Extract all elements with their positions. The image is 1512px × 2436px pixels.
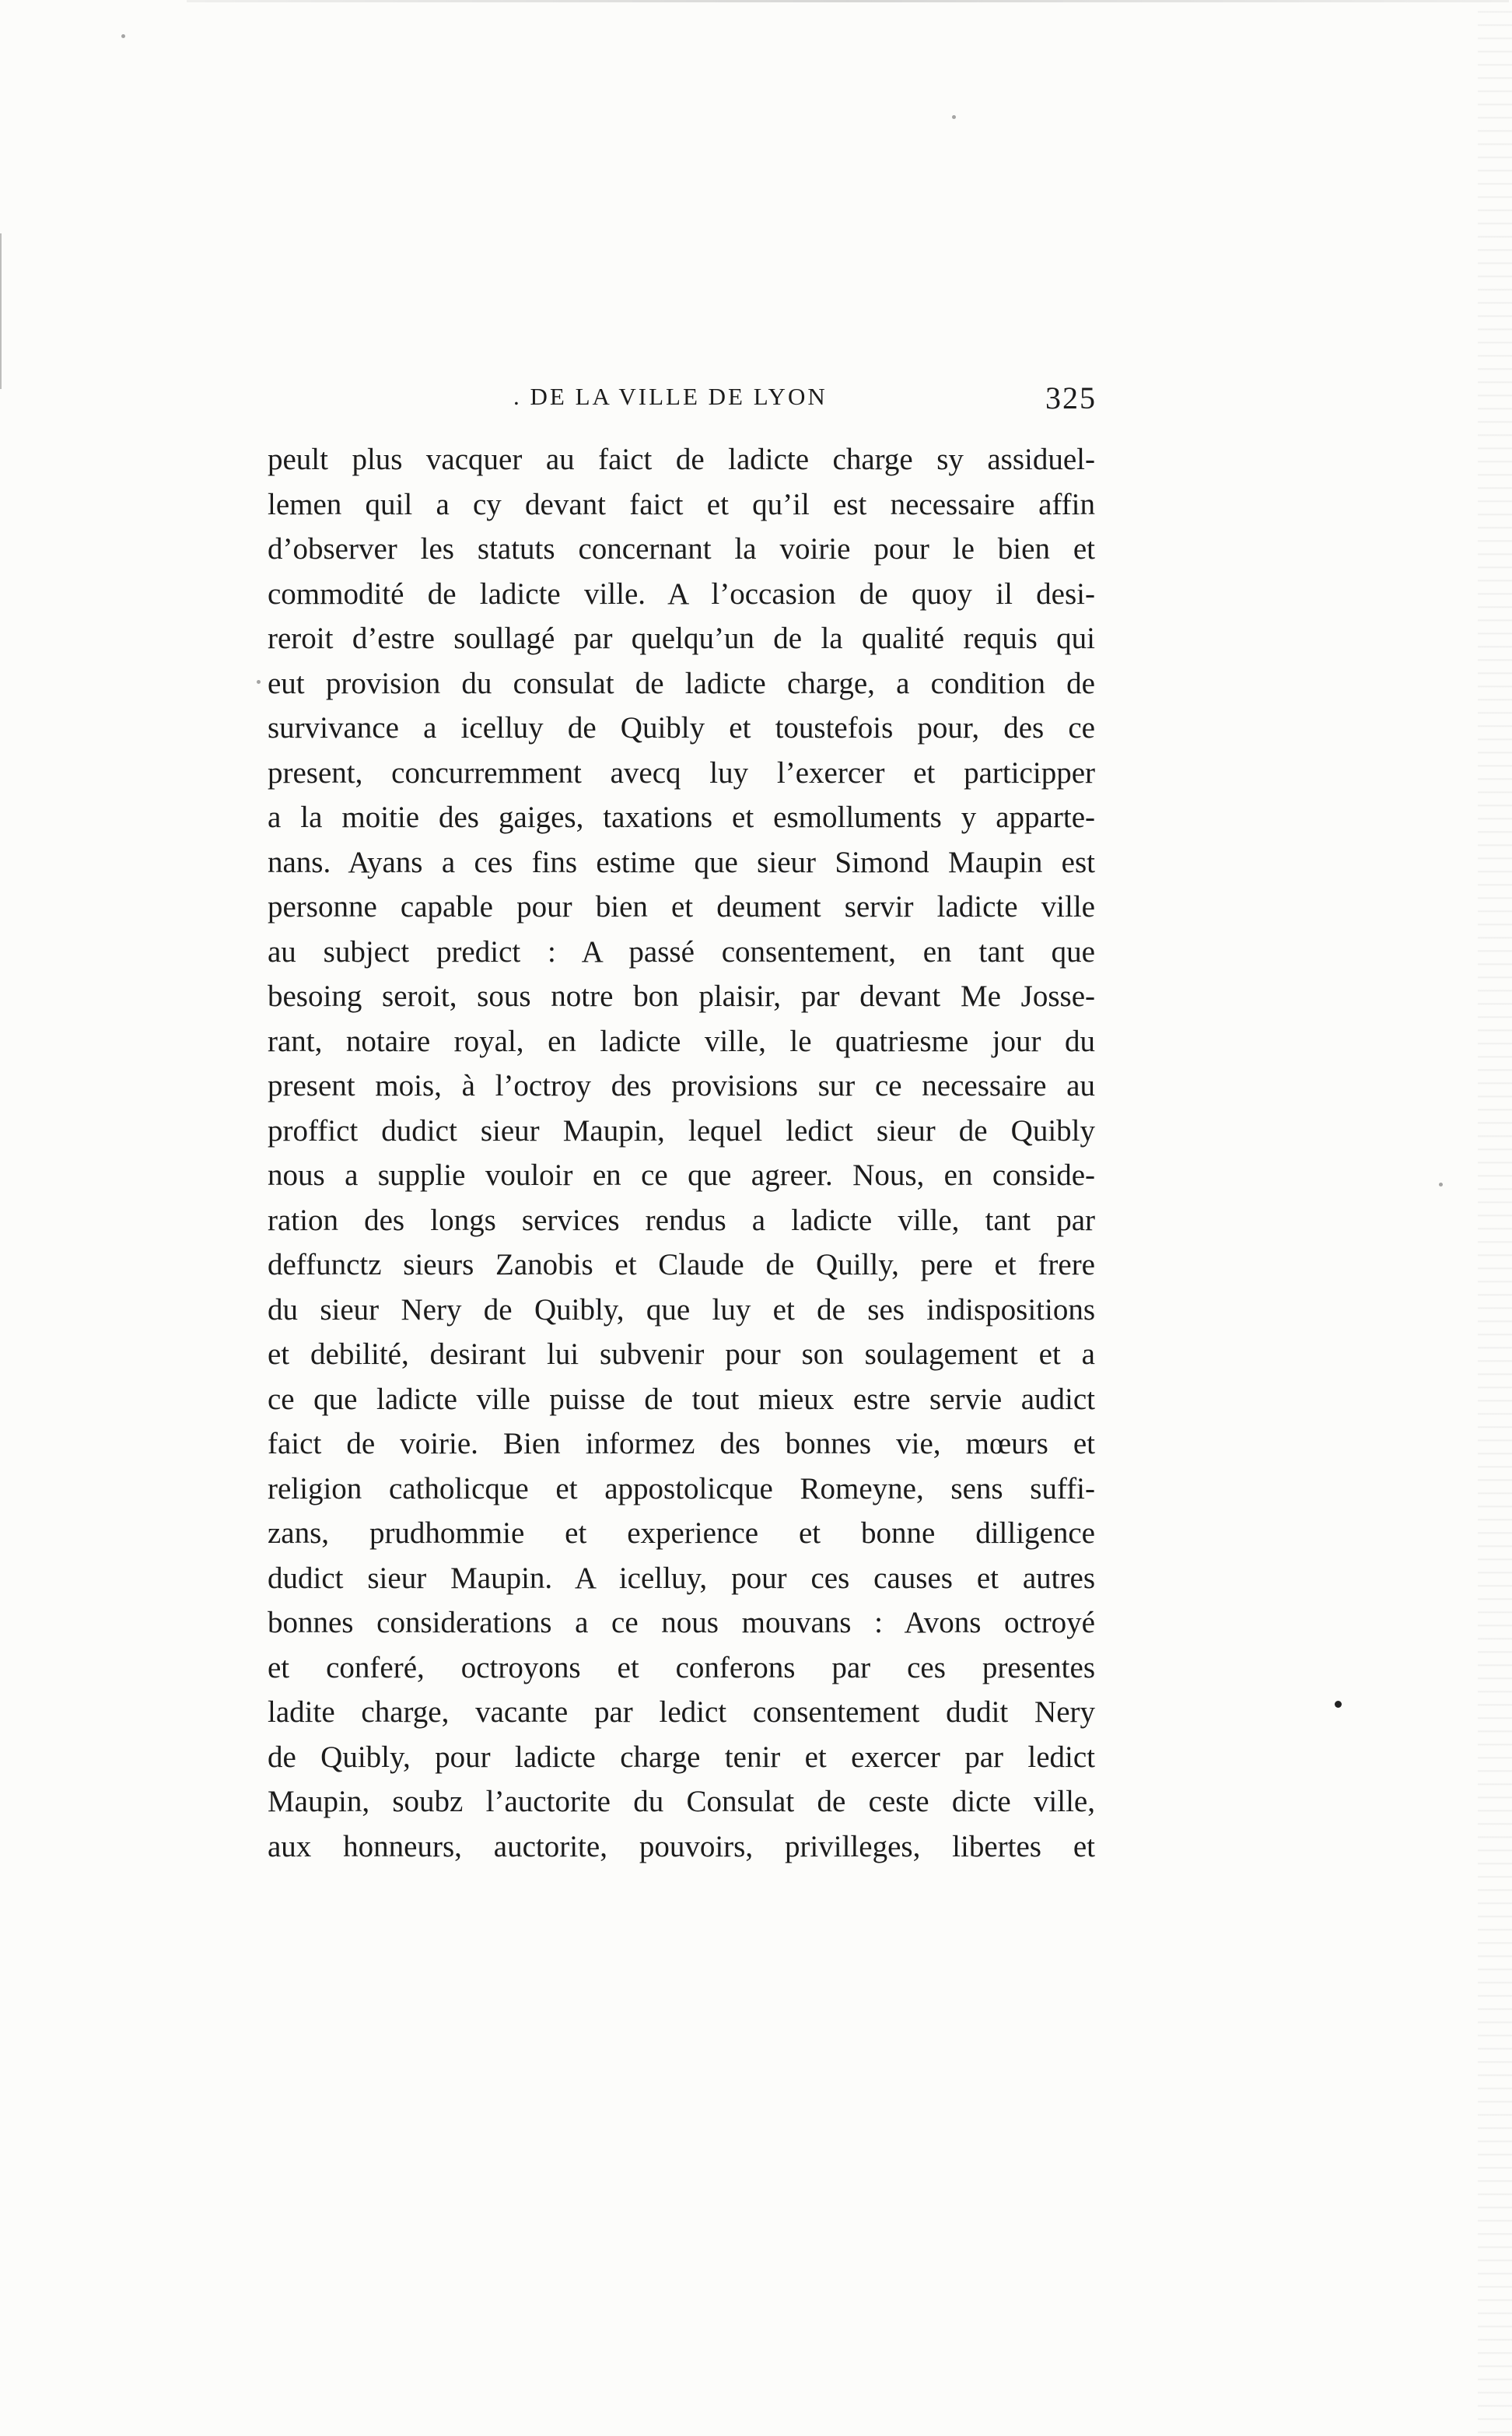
text-line: ration des longs services rendus a ladicte ville, tant par: [268, 1203, 1095, 1237]
text-line: rant, notaire royal, en ladicte ville, le quatriesme jour du: [268, 1024, 1095, 1058]
text-line: eut provision du consulat de ladicte charge, a condition de: [268, 666, 1095, 700]
text-line: nous a supplie vouloir en ce que agreer. Nous, en conside-: [268, 1158, 1095, 1192]
text-line: present mois, à l’octroy des provisions sur ce necessaire au: [268, 1069, 1095, 1102]
text-line: et conferé, octroyons et conferons par ces presentes: [268, 1650, 1095, 1684]
ink-dot: [1335, 1701, 1342, 1708]
text-line: nans. Ayans a ces fins estime que sieur Simond Maupin est: [268, 845, 1095, 879]
scan-speck: [1439, 1183, 1443, 1186]
text-line: ce que ladicte ville puisse de tout mieux estre servie audict: [268, 1382, 1095, 1416]
text-line: survivance a icelluy de Quibly et toustefois pour, des ce: [268, 711, 1095, 745]
text-line: personne capable pour bien et deument servir ladicte ville: [268, 890, 1095, 924]
text-line: faict de voirie. Bien informez des bonnes vie, mœurs et: [268, 1427, 1095, 1460]
text-line: d’observer les statuts concernant la voirie pour le bien et: [268, 532, 1095, 566]
text-line: bonnes considerations a ce nous mouvans : Avons octroyé: [268, 1606, 1095, 1639]
text-line: religion catholicque et appostolicque Romeyne, sens suffi-: [268, 1471, 1095, 1505]
text-line: du sieur Nery de Quibly, que luy et de ses indispositions: [268, 1292, 1095, 1327]
text-line: et debilité, desirant lui subvenir pour son soulagement et a: [268, 1337, 1095, 1371]
text-line: commodité de ladicte ville. A l’occasion de quoy il desi-: [268, 577, 1095, 611]
scan-top-edge: [187, 0, 1509, 2]
text-line: besoing seroit, sous notre bon plaisir, par devant Me Josse-: [268, 980, 1095, 1013]
scan-right-edge: [1478, 0, 1512, 2436]
text-line: deffunctz sieurs Zanobis et Claude de Quilly, pere et frere: [268, 1248, 1095, 1281]
text-line: Maupin, soubz l’auctorite du Consulat de ceste dicte ville,: [268, 1785, 1095, 1818]
running-title: . DE LA VILLE DE LYON: [513, 383, 828, 410]
text-line: a la moitie des gaiges, taxations et esmolluments y apparte-: [268, 801, 1095, 834]
page-header: [264, 380, 1097, 426]
page-number: 325: [1045, 380, 1097, 415]
text-line: reroit d’estre soullagé par quelqu’un de la qualité requis qui: [268, 622, 1095, 655]
text-line: peult plus vacquer au faict de ladicte charge sy assiduel-: [268, 443, 1095, 476]
scan-left-edge: [0, 233, 2, 389]
text-line: ladite charge, vacante par ledict consentement dudit Nery: [268, 1695, 1095, 1729]
text-line: dudict sieur Maupin. A icelluy, pour ces causes et autres: [268, 1561, 1095, 1595]
scan-speck: [257, 680, 261, 684]
text-line: aux honneurs, auctorite, pouvoirs, privilleges, libertes et: [268, 1829, 1095, 1863]
scan-speck: [121, 34, 125, 38]
text-line: zans, prudhommie et experience et bonne dilligence: [268, 1516, 1095, 1550]
text-line: lemen quil a cy devant faict et qu’il est necessaire affin: [268, 487, 1095, 521]
body-text: [268, 437, 1095, 1869]
text-line: au subject predict : A passé consentement, en tant que: [268, 934, 1095, 969]
scan-speck: [952, 115, 956, 119]
text-line: de Quibly, pour ladicte charge tenir et exercer par ledict: [268, 1740, 1095, 1774]
text-line: proffict dudict sieur Maupin, lequel ledict sieur de Quibly: [268, 1113, 1095, 1148]
text-line: present, concurremment avecq luy l’exercer et participper: [268, 755, 1095, 790]
